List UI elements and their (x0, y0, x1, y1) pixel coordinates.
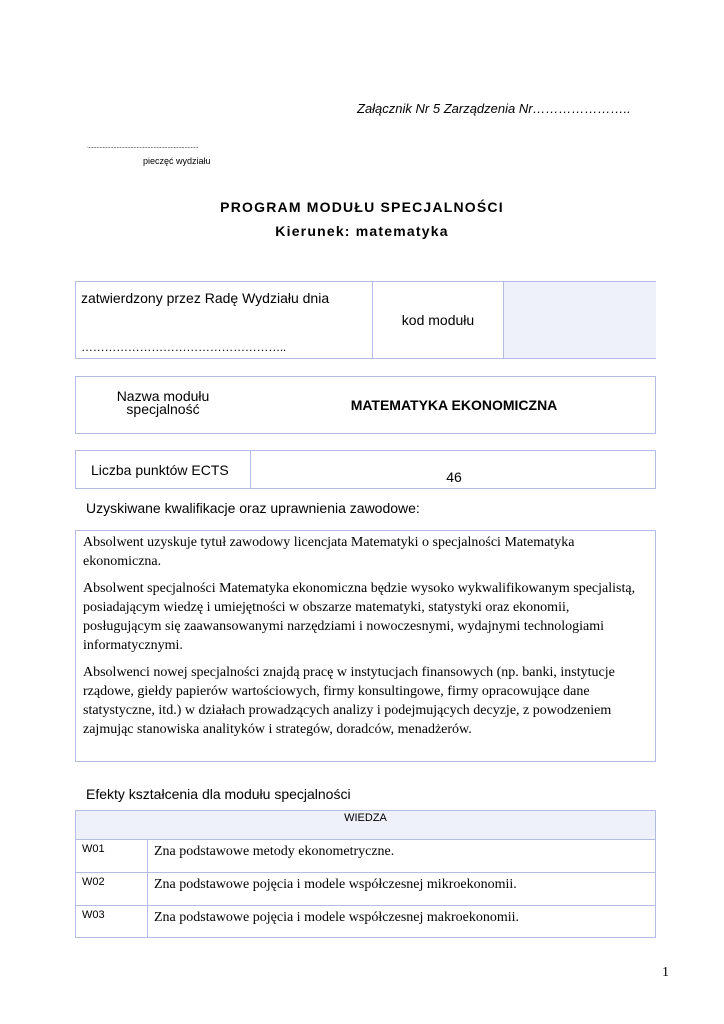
table-row (76, 906, 655, 938)
table-row (76, 873, 655, 906)
page-number: 1 (662, 965, 669, 980)
outcome-code: W02 (82, 876, 105, 888)
approval-date-field[interactable]: …………………………………………….. (81, 340, 286, 354)
table-row (76, 840, 655, 873)
document-subtitle: Kierunek: matematyka (275, 223, 449, 239)
outcomes-heading: Efekty kształcenia dla modułu specjalności (86, 786, 351, 802)
qualifications-paragraph: Absolwenci nowej specjalności znajdą pracę w instytucjach finansowych (np. banki, instytucje rządowe, giełdy papierów wartościowych, firmy konsultingowe, firmy opracowujące dane statystyczne, itd.) w działach prowadzących analizy i podejmujących decyzje, z powodzeniem zajmując stanowiska analityków i strategów, doradców, menadżerów. (83, 665, 615, 737)
ects-label: Liczba punktów ECTS (91, 462, 229, 478)
qualifications-paragraph: Absolwent specjalności Matematyka ekonomiczna będzie wysoko wykwalifikowanym specjalistą, posiadającym wiedzę i umiejętności w obszarze matematyki, statystyki oraz ekonomii, posługującym się zaawansowanymi narzędziami i nowoczesnymi, wydajnymi technologiami informatycznymi. (83, 581, 636, 653)
approval-table (75, 281, 656, 359)
faculty-stamp-line: ........................................................................ (87, 143, 199, 150)
outcomes-table (75, 810, 656, 938)
column-divider (250, 451, 251, 488)
module-name-label-line1: Nazwa modułu (116, 388, 210, 404)
ects-value: 46 (446, 469, 462, 485)
outcome-code: W01 (82, 843, 105, 855)
annex-reference: Załącznik Nr 5 Zarządzenia Nr………………….. (357, 101, 631, 116)
qualifications-heading: Uzyskiwane kwalifikacje oraz uprawnienia zawodowe: (86, 500, 420, 516)
module-name-label-line2: specjalność (126, 401, 200, 417)
module-name-label (76, 390, 250, 416)
module-name-table (75, 376, 656, 434)
module-code-field[interactable] (504, 282, 656, 358)
qualifications-paragraph: Absolwent uzyskuje tytuł zawodowy licencjata Matematyki o specjalności Matematyka ekonomiczna. (83, 535, 575, 569)
outcomes-section-header: WIEDZA (76, 811, 655, 840)
document-title: PROGRAM MODUŁU SPECJALNOŚCI (220, 199, 504, 215)
module-code-label: kod modułu (401, 312, 475, 328)
faculty-stamp-label: pieczęć wydziału (143, 156, 211, 166)
outcome-description: Zna podstawowe pojęcia i modele współczesnej mikroekonomii. (154, 877, 517, 892)
approval-label: zatwierdzony przez Radę Wydziału dnia (81, 290, 330, 306)
outcome-description: Zna podstawowe pojęcia i modele współczesnej makroekonomii. (154, 910, 520, 925)
outcome-description: Zna podstawowe metody ekonometryczne. (154, 844, 395, 859)
module-name-value: MATEMATYKA EKONOMICZNA (350, 397, 558, 413)
qualifications-box (75, 530, 656, 762)
ects-table (75, 450, 656, 489)
outcome-code: W03 (82, 909, 105, 921)
